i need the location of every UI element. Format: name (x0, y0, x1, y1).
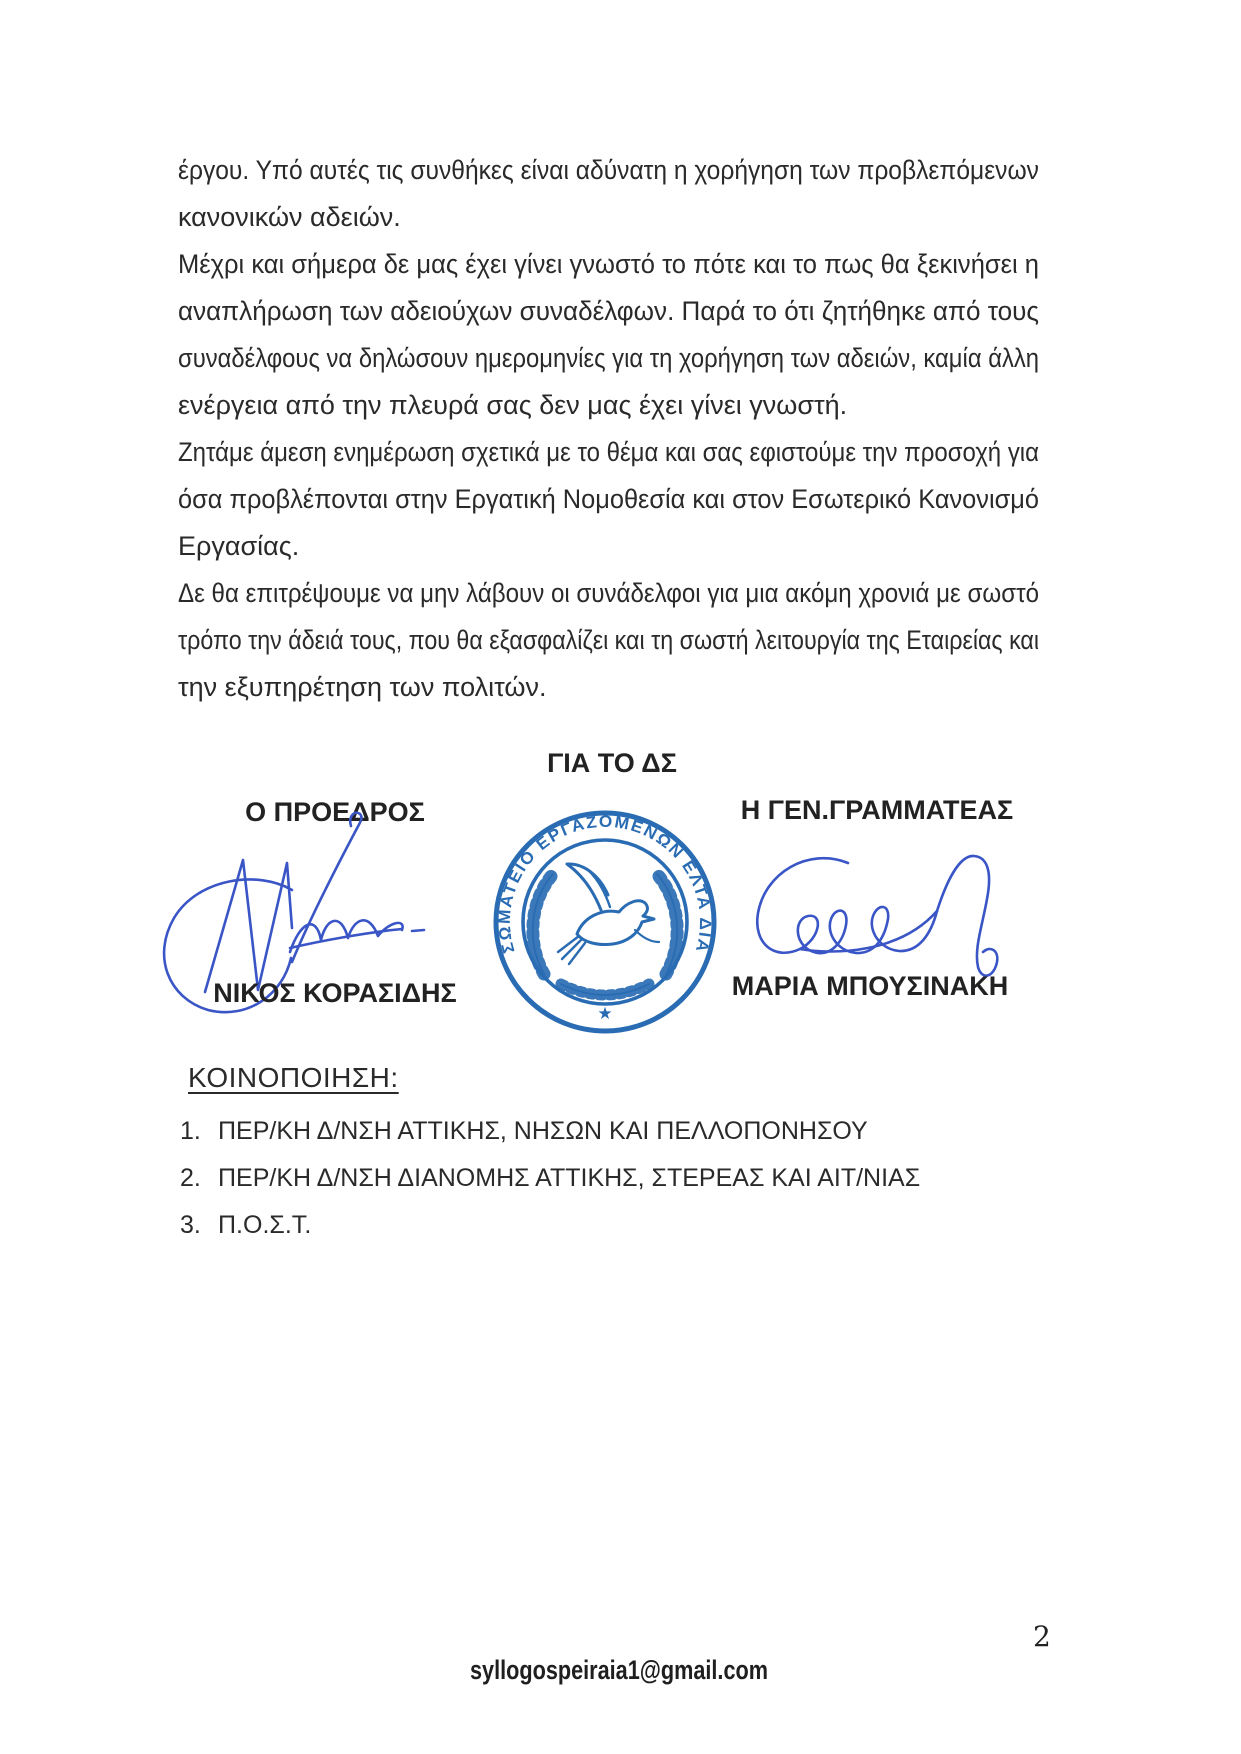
body-line (178, 244, 1039, 291)
item-number: 3. (180, 1211, 201, 1239)
body-line-text: Μέχρι και σήμερα δε μας έχει γίνει γνωστό το πότε και το πως θα ξεκινήσει η (178, 249, 1039, 279)
seal-ring-text: ΣΩΜΑΤΕΙΟ ΕΡΓΑΖΟΜΕΝΩΝ ΕΛΤΑ ΔΙΑΜ. ΠΕΙΡΑΙΑ (480, 792, 715, 956)
body-line-text: τρόπο την άδειά τους, που θα εξασφαλίζει και τη σωστή λειτουργία της Εταιρείας και (178, 625, 1040, 655)
item-number: 2. (180, 1164, 201, 1192)
item-text: Π.Ο.Σ.Τ. (218, 1211, 312, 1239)
body-line (178, 620, 1039, 667)
body-line (178, 573, 1039, 620)
body-line-text: Ζητάμε άμεση ενημέρωση σχετικά με το θέμα και σας εφιστούμε την προσοχή για (178, 437, 1040, 467)
footer-email (470, 1655, 768, 1686)
body-line-text: την εξυπηρέτηση των πολιτών. (178, 672, 547, 702)
item-text: ΠΕΡ/ΚΗ Δ/ΝΣΗ ΔΙΑΝΟΜΗΣ ΑΤΤΙΚΗΣ, ΣΤΕΡΕΑΣ ΚΑΙ ΑΙΤ/ΝΙΑΣ (218, 1164, 921, 1192)
footer-email-text: syllogospeiraia1@gmail.com (470, 1655, 768, 1685)
dove-icon (558, 864, 659, 964)
body-line-text: Εργασίας. (178, 531, 300, 561)
body-line (178, 479, 1039, 526)
item-number: 1. (180, 1117, 201, 1145)
body-line-text: αναπλήρωση των αδειούχων συναδέλφων. Παρά το ότι ζητήθηκε από τους (178, 296, 1039, 326)
president-name: ΝΙΚΟΣ ΚΟΡΑΣΙΔΗΣ (213, 978, 457, 1008)
secretary-title: Η ΓΕΝ.ΓΡΑΜΜΑΤΕΑΣ (740, 795, 1014, 825)
union-seal (480, 792, 721, 1038)
body-line (178, 291, 1039, 338)
body-line (178, 197, 1039, 244)
page-number: 2 (1033, 1620, 1051, 1653)
body-line-text: όσα προβλέπονται στην Εργατική Νομοθεσία και στον Εσωτερικό Κανονισμό (178, 484, 1039, 514)
body-line (178, 385, 1039, 432)
item-text: ΠΕΡ/ΚΗ Δ/ΝΣΗ ΑΤΤΙΚΗΣ, ΝΗΣΩΝ ΚΑΙ ΠΕΛΛΟΠΟΝΗΣΟΥ (218, 1117, 868, 1145)
body-line (178, 338, 1039, 385)
body-line-text: ενέργεια από την πλευρά σας δεν μας έχει γίνει γνωστή. (178, 390, 848, 420)
board-heading: ΓΙΑ ΤΟ ΔΣ (547, 748, 677, 778)
seal-star-icon: ★ (597, 1004, 613, 1023)
body-line (178, 432, 1039, 479)
body-line-text: Δε θα επιτρέψουμε να μην λάβουν οι συνάδελφοι για μια ακόμη χρονιά με σωστό (178, 578, 1040, 608)
body-line-text: έργου. Υπό αυτές τις συνθήκες είναι αδύνατη η χορήγηση των προβλεπόμενων (178, 155, 1039, 185)
body-line (178, 526, 1039, 573)
body-line-text: κανονικών αδειών. (178, 202, 401, 232)
distribution-heading: ΚΟΙΝΟΠΟΙΗΣΗ: (188, 1062, 399, 1093)
president-title: Ο ΠΡΟΕΔΡΟΣ (245, 797, 425, 827)
body-line (178, 667, 1039, 714)
secretary-name: ΜΑΡΙΑ ΜΠΟΥΣΙΝΑΚΗ (731, 971, 1009, 1001)
body-line (178, 150, 1039, 197)
body-line-text: συναδέλφους να δηλώσουν ημερομηνίες για τη χορήγηση των αδειών, καμία άλλη (178, 343, 1040, 373)
